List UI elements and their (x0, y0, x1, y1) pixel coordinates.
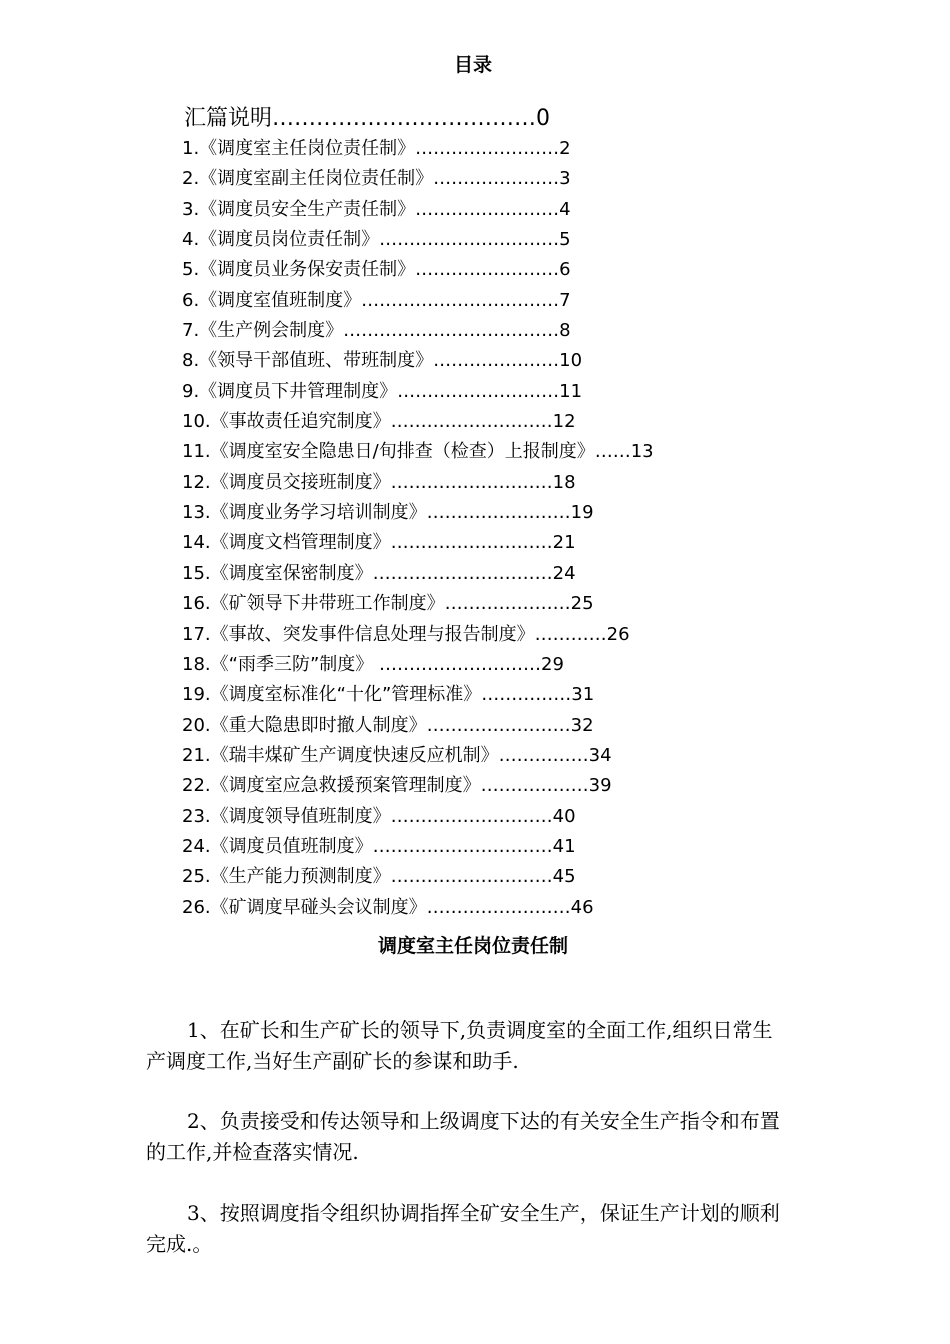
toc-entry: 5.《调度员业务保安责任制》……………………6 (182, 259, 571, 281)
toc-entry: 10.《事故责任追究制度》………………………12 (182, 411, 576, 433)
body-paragraph-3: 3、按照调度指令组织协调指挥全矿安全生产，保证生产计划的顺利完成.。 (146, 1201, 780, 1256)
toc-entry: 14.《调度文档管理制度》………………………21 (182, 532, 576, 554)
toc-entry: 24.《调度员值班制度》…………………………41 (182, 835, 576, 857)
toc-entry: 17.《事故、突发事件信息处理与报告制度》…………26 (182, 623, 630, 645)
toc-entry: 21.《瑞丰煤矿生产调度快速反应机制》……………34 (182, 744, 612, 766)
toc-entry: 8.《领导干部值班、带班制度》…………………10 (182, 350, 583, 372)
toc-list (182, 134, 654, 923)
toc-entry: 22.《调度室应急救援预案管理制度》………………39 (182, 775, 612, 797)
toc-entry: 9.《调度员下井管理制度》………………………11 (182, 380, 583, 402)
toc-entry: 25.《生产能力预测制度》………………………45 (182, 866, 576, 888)
toc-entry: 3.《调度员安全生产责任制》……………………4 (182, 198, 571, 220)
toc-entry: 7.《生产例会制度》………………………………8 (182, 320, 571, 342)
toc-entry: 4.《调度员岗位责任制》…………………………5 (182, 229, 571, 251)
toc-entry: 15.《调度室保密制度》…………………………24 (182, 562, 576, 584)
body-paragraph-2: 2、负责接受和传达领导和上级调度下达的有关安全生产指令和布置的工作,并检查落实情况. (146, 1109, 780, 1164)
toc-entry: 16.《矿领导下井带班工作制度》…………………25 (182, 593, 594, 615)
toc-entry: 20.《重大隐患即时撤人制度》……………………32 (182, 714, 594, 736)
toc-entry: 1.《调度室主任岗位责任制》……………………2 (182, 138, 571, 159)
toc-entry: 12.《调度员交接班制度》………………………18 (182, 471, 576, 493)
section-title: 调度室主任岗位责任制 (377, 935, 568, 957)
toc-entry: 19.《调度室标准化“十化”管理标准》……………31 (182, 684, 595, 706)
toc-entry: 11.《调度室安全隐患日/旬排查（检查）上报制度》……13 (182, 441, 654, 463)
toc-intro-entry: 汇篇说明………………………………0 (184, 106, 550, 131)
toc-entry: 23.《调度领导值班制度》………………………40 (182, 805, 576, 827)
toc-entry: 26.《矿调度早碰头会议制度》……………………46 (182, 896, 594, 918)
toc-entry: 6.《调度室值班制度》……………………………7 (182, 289, 571, 311)
toc-entry: 2.《调度室副主任岗位责任制》…………………3 (182, 168, 571, 190)
toc-title: 目录 (453, 54, 492, 76)
body-paragraph-1: 1、在矿长和生产矿长的领导下,负责调度室的全面工作,组织日常生产调度工作,当好生产副矿长的参谋和助手. (146, 1018, 773, 1073)
toc-entry: 18.《“雨季三防”制度》 ………………………29 (182, 653, 564, 675)
toc-entry: 13.《调度业务学习培训制度》……………………19 (182, 502, 594, 524)
